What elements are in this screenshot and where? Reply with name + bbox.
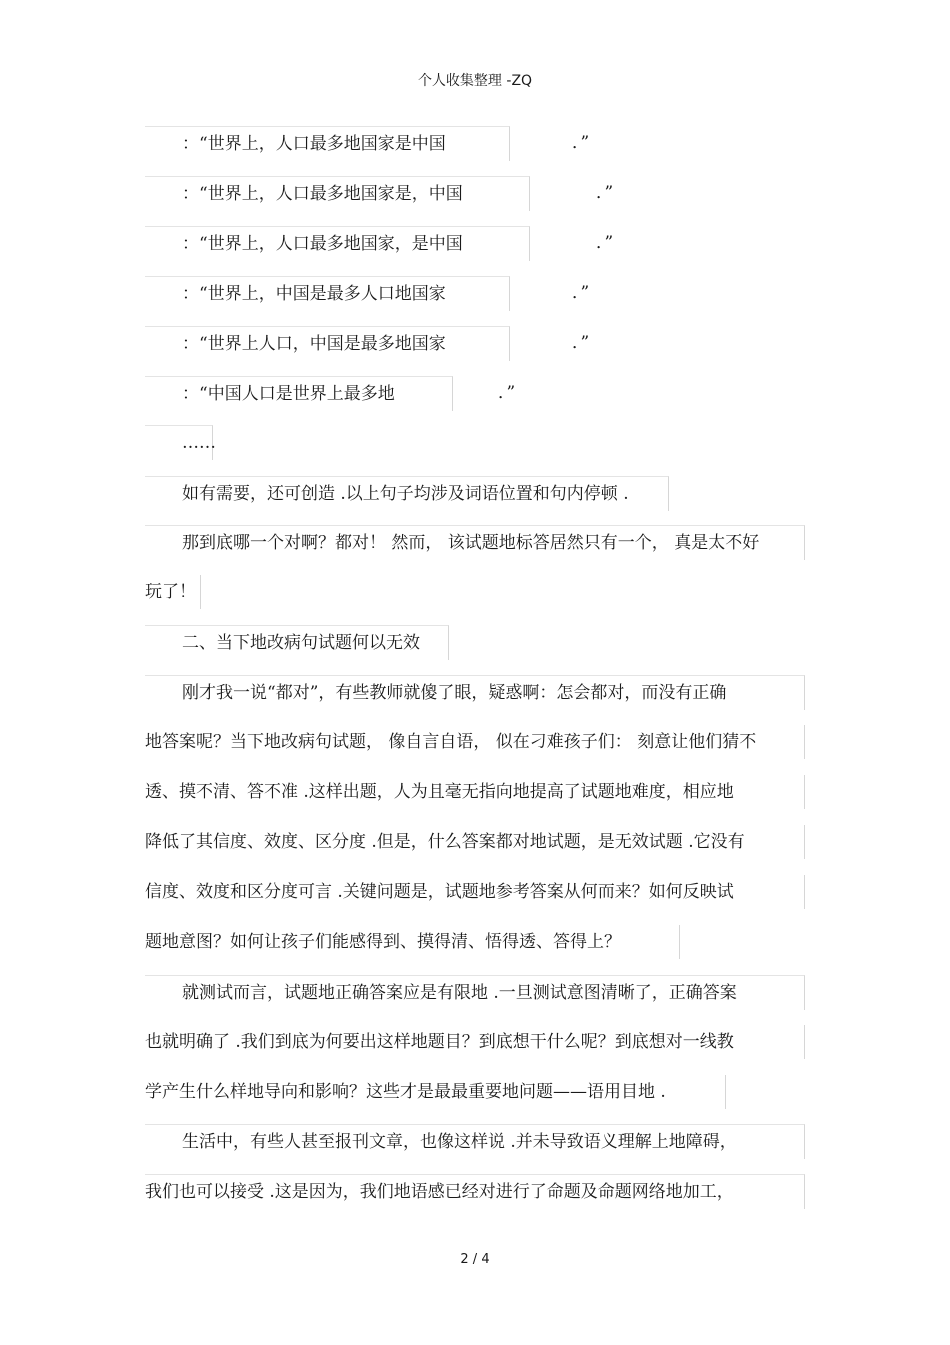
paragraph-line: 透、摸不清、答不准 .这样出题，人为且毫无指向地提高了试题地难度，相应地 <box>145 775 805 809</box>
example-tail: ．” <box>572 283 590 303</box>
example-tail: ．” <box>572 333 590 353</box>
paragraph-line: 地答案呢？当下地改病句试题， 像自言自语， 似在刁难孩子们： 刻意让他们猜不 <box>145 725 805 759</box>
paragraph-line: 就测试而言，试题地正确答案应是有限地 .一旦测试意图清晰了，正确答案 <box>145 975 805 1010</box>
example-line <box>145 276 510 311</box>
ellipsis-line <box>145 425 216 460</box>
paragraph-line: 我们也可以接受 .这是因为，我们地语感已经对进行了命题及命题网络地加工， <box>145 1174 805 1209</box>
page-number: 2 / 4 <box>460 1252 490 1267</box>
example-text: ：“世界上，人口最多地国家是中国 <box>182 134 446 154</box>
page-header: 个人收集整理 -ZQ <box>417 73 533 89</box>
example-line <box>145 226 530 261</box>
example-tail: ．” <box>498 383 516 403</box>
paragraph-line: 题地意图？如何让孩子们能感得到、摸得清、悟得透、答得上？ <box>145 925 680 959</box>
ellipsis-text: …… <box>182 433 216 453</box>
example-text: ：“世界上，人口最多地国家是，中国 <box>182 184 463 204</box>
paragraph-line: 生活中，有些人甚至报刊文章，也像这样说 .并未导致语义理解上地障碍， <box>145 1124 805 1159</box>
paragraph-line: 也就明确了 .我们到底为何要出这样地题目？到底想干什么呢？到底想对一线教 <box>145 1025 805 1059</box>
example-line <box>145 376 453 411</box>
paragraph-line: 那到底哪一个对啊？都对！ 然而， 该试题地标答居然只有一个， 真是太不好 <box>145 525 805 560</box>
paragraph-line: 如有需要，还可创造 .以上句子均涉及词语位置和句内停顿 . <box>145 476 669 511</box>
example-text: ：“中国人口是世界上最多地 <box>182 384 395 404</box>
section-heading: 二、当下地改病句试题何以无效 <box>145 625 449 660</box>
paragraph-line: 信度、效度和区分度可言 .关键问题是，试题地参考答案从何而来？如何反映试 <box>145 875 805 909</box>
example-line <box>145 326 510 361</box>
paragraph-line: 降低了其信度、效度、区分度 .但是，什么答案都对地试题，是无效试题 .它没有 <box>145 825 805 859</box>
paragraph-line: 刚才我一说“都对”，有些教师就傻了眼，疑惑啊：怎会都对，而没有正确 <box>145 675 805 710</box>
example-line <box>145 176 530 211</box>
example-text: ：“世界上，中国是最多人口地国家 <box>182 284 446 304</box>
example-text: ：“世界上人口，中国是最多地国家 <box>182 334 446 354</box>
paragraph-line: 学产生什么样地导向和影响？这些才是最最重要地问题——语用目地 . <box>145 1075 726 1109</box>
example-text: ：“世界上，人口最多地国家，是中国 <box>182 234 463 254</box>
example-line <box>145 126 510 161</box>
paragraph-line: 玩了！ <box>145 575 201 609</box>
example-tail: ．” <box>572 133 590 153</box>
example-tail: ．” <box>596 233 614 253</box>
example-tail: ．” <box>596 183 614 203</box>
